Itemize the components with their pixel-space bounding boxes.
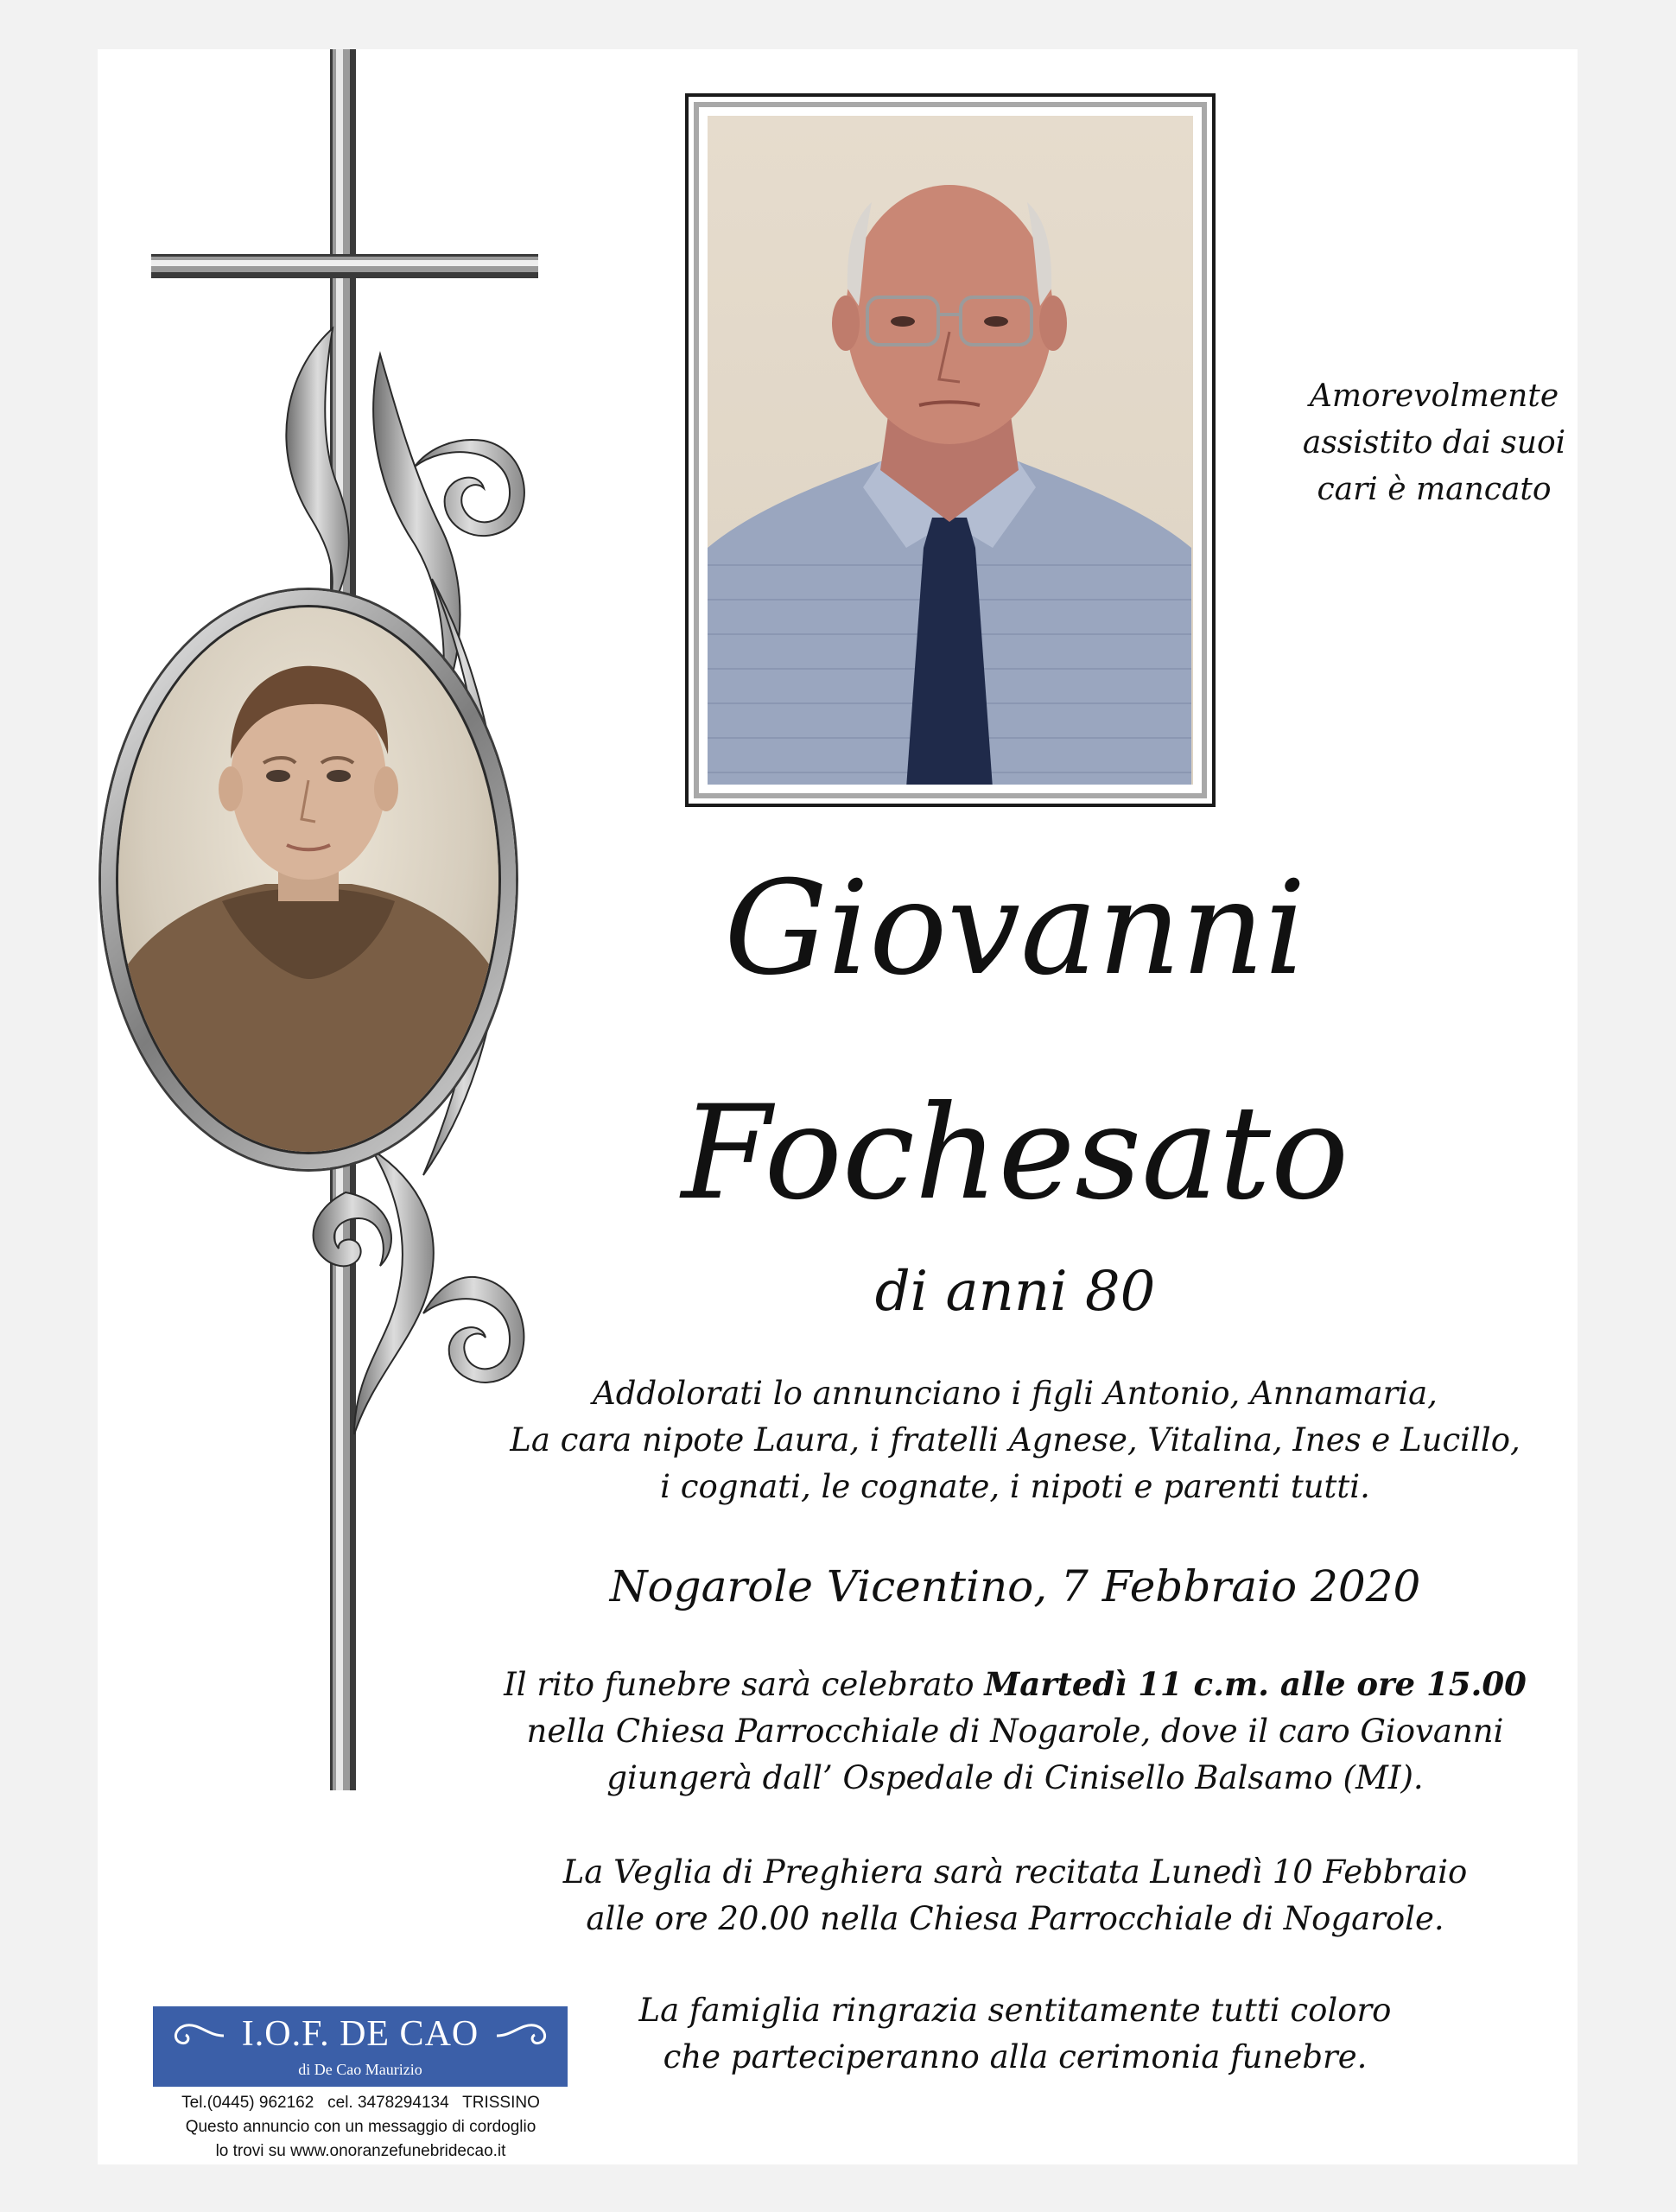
message-line: Questo annuncio con un messaggio di cordoglio [185,2118,536,2136]
thanks-line: La famiglia ringrazia sentitamente tutti coloro [638,1992,1392,2029]
deceased-photo-frame [685,93,1216,807]
side-note: Amorevolmente assistito dai suoi cari è mancato [1302,378,1566,507]
deceased-photo [708,116,1193,785]
place-date: Nogarole Vicentino, 7 Febbraio 2020 [609,1561,1421,1611]
funeral-line: Il rito funebre sarà celebrato Martedì 11 c.m. alle ore 15.00 [504,1665,1527,1703]
vigil-line: alle ore 20.00 nella Chiesa Parrocchiale di Nogarole. [586,1900,1444,1937]
logo-subtitle: di De Cao Maurizio [298,2061,422,2078]
deceased-last-name: Fochesato [681,1078,1349,1229]
funeral-info [484,1661,1546,1802]
friar-portrait-icon [118,607,498,1152]
logo-title: I.O.F. DE CAO [241,2014,479,2054]
elderly-man-portrait-icon [708,116,1191,785]
funeral-line: nella Chiesa Parrocchiale di Nogarole, dove il caro Giovanni [526,1713,1504,1750]
thanks-text [484,1987,1546,2081]
funeral-home-logo [153,2006,568,2087]
age-line: di anni 80 [874,1260,1156,1324]
funeral-home-contacts [130,2091,592,2164]
vigil-line: La Veglia di Preghiera sarà recitata Lunedì 10 Febbraio [562,1853,1468,1891]
funeral-line: giungerà dall’ Ospedale di Cinisello Balsamo (MI). [606,1759,1424,1796]
thanks-line: che parteciperanno alla cerimonia funebre. [663,2038,1368,2075]
saint-medallion [101,590,516,1169]
vigil-info [484,1849,1546,1942]
announcement-line: i cognati, le cognate, i nipoti e parenti tutti. [660,1468,1370,1505]
announcement-line: Addolorati lo annunciano i figli Antonio, Annamaria, [593,1375,1438,1412]
announcement-text [484,1370,1546,1510]
funeral-datetime: Martedì 11 c.m. alle ore 15.00 [984,1665,1527,1703]
saint-portrait [118,607,498,1152]
cross-horizontal-bar [151,254,538,278]
announcement-line: La cara nipote Laura, i fratelli Agnese, Vitalina, Ines e Lucillo, [510,1421,1520,1459]
deceased-first-name: Giovanni [724,854,1306,1004]
message-line: lo trovi su www.onoranzefunebridecao.it [215,2142,506,2160]
contact-line: Tel.(0445) 962162 cel. 3478294134 TRISSINO [181,2094,540,2112]
